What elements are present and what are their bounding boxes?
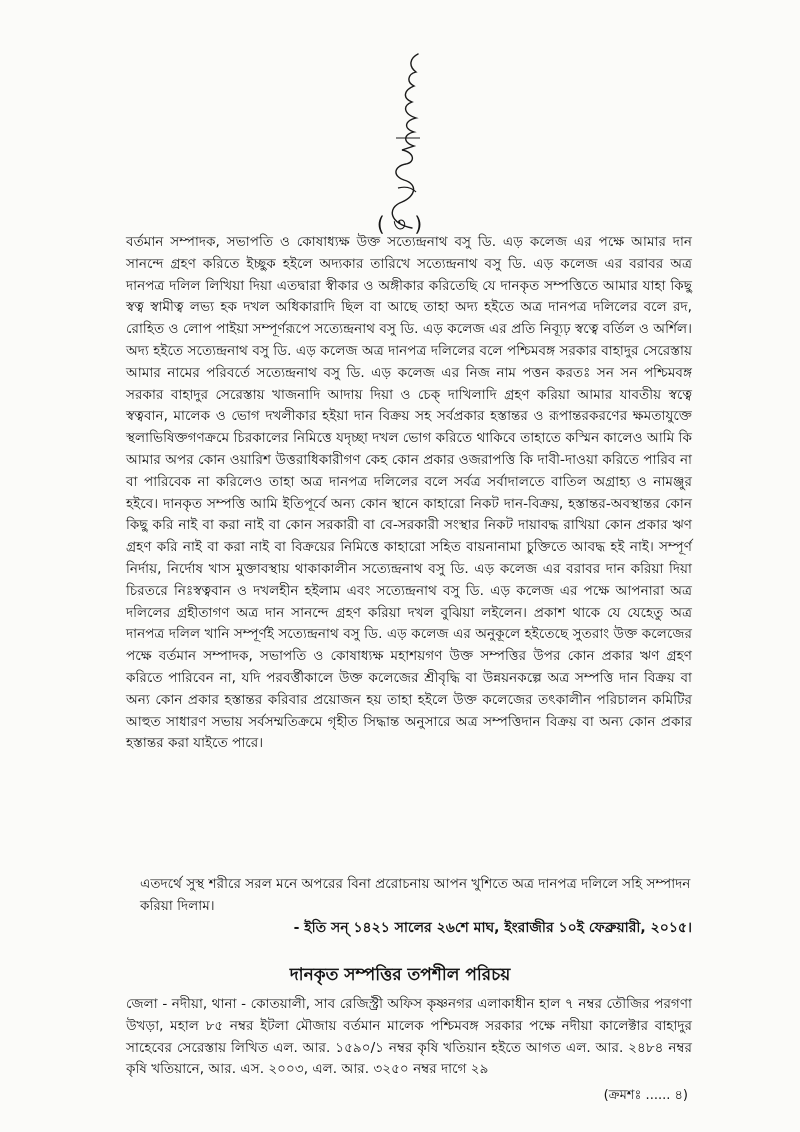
handwritten-signature bbox=[372, 38, 428, 238]
page-number: ( ৩ ) bbox=[376, 212, 424, 236]
deed-body bbox=[126, 232, 692, 755]
closing-statement: এতদর্থে সুস্থ শরীরে সরল মনে অপরের বিনা প্ররোচনায় আপন খুশিতে অত্র দানপত্র দলিলে সহি সম্পাদন করিয়া দিলাম। bbox=[140, 876, 691, 914]
deed-paragraph: বর্তমান সম্পাদক, সভাপতি ও কোষাধ্যক্ষ উক্ত সত্যেন্দ্রনাথ বসু ডি. এড় কলেজ এর পক্ষে আমার দান সানন্দে গ্রহণ করিতে ইচ্ছুক হইলে অদ্যকার তারিখে সত্যেন্দ্রনাথ বসু ডি. এড় কলেজ এর বরাবর অত্র দানপত্র দলিল লিখিয়া দিয়া এতদ্বারা স্বীকার ও অঙ্গীকার করিতেছি যে দানকৃত সম্পত্তিতে আমার যাহা কিছু স্বত্ব স্বামীত্ব লভ্য হক দখল অধিকারাদি ছিল বা আছে তাহা অদ্য হইতে অত্র দানপত্র দলিলের বলে রদ, রোহিত ও লোপ পাইয়া সম্পূর্ণরূপে সত্যেন্দ্রনাথ বসু ডি. এড় কলেজ এর প্রতি নিব্যূঢ় স্বত্বে বর্তিল ও অর্শিল। অদ্য হইতে সত্যেন্দ্রনাথ বসু ডি. এড় কলেজ অত্র দানপত্র দলিলের বলে পশ্চিমবঙ্গ সরকার বাহাদুর সেরেস্তায় আমার নামের পরিবর্তে সত্যেন্দ্রনাথ বসু ডি. এড় কলেজ এর নিজ নাম পত্তন করতঃ সন সন পশ্চিমবঙ্গ সরকার বাহাদুর সেরেস্তায় খাজনাদি আদায় দিয়া ও চেক্ দাখিলাদি গ্রহণ করিয়া আমার যাবতীয় স্বত্বে স্বত্ববান, মালেক ও ভোগ দখলীকার হইয়া দান বিক্রয় সহ সর্বপ্রকার হস্তান্তর ও রূপান্তরকরণের ক্ষমতাযুক্তে স্থলাভিষিক্তগণক্রমে চিরকালের নিমিত্তে যদৃচ্ছা দখল ভোগ করিতে থাকিবে তাহাতে কস্মিন কালেও আমি কি আমার অপর কোন ওয়ারিশ উত্তরাধিকারীগণ কেহ কোন প্রকার ওজরাপত্তি কি দাবী-দাওয়া করিতে পারিব না বা পারিবেক না করিলেও তাহা অত্র দানপত্র দলিলের বলে সর্বত্র সর্বাদালতে বাতিল অগ্রাহ্য ও নামঞ্জুর হইবে। দানকৃত সম্পত্তি আমি ইতিপূর্বে অন্য কোন স্থানে কাহারো নিকট দান-বিক্রয়, হস্তান্তর-অবস্থান্তর কোন কিছু করি নাই বা করা নাই বা কোন সরকারী বা বে-সরকারী সংস্থার নিকট দায়াবদ্ধ রাখিয়া কোন প্রকার ঋণ গ্রহণ করি নাই বা করা নাই বা বিক্রয়ের নিমিত্তে কাহারো সহিত বায়নানামা চুক্তিতে আবদ্ধ হই নাই। সম্পূর্ণ নির্দায়, নির্দোষ খাস মুক্তাবস্থায় থাকাকালীন সত্যেন্দ্রনাথ বসু ডি. এড় কলেজ এর বরাবর দান করিয়া দিয়া চিরতরে নিঃস্বত্ববান ও দখলহীন হইলাম এবং সত্যেন্দ্রনাথ বসু ডি. এড় কলেজ এর পক্ষে আপনারা অত্র দলিলের গ্রহীতাগণ অত্র দান সানন্দে গ্রহণ করিয়া দখল বুঝিয়া লইলেন। প্রকাশ থাকে যে যেহেতু অত্র দানপত্র দলিল খানি সম্পূর্ণই সত্যেন্দ্রনাথ বসু ডি. এড় কলেজ এর অনুকূলে হইতেছে সুতরাং উক্ত কলেজের পক্ষে বর্তমান সম্পাদক, সভাপতি ও কোষাধ্যক্ষ মহাশয়গণ উক্ত সম্পত্তির উপর কোন প্রকার ঋণ গ্রহণ করিতে পারিবেন না, যদি পরবর্ত্তীকালে উক্ত কলেজের শ্রীবৃদ্ধি বা উন্নয়নকল্পে অত্র সম্পত্তি দান বিক্রয় বা অন্য কোন প্রকার হস্তান্তর করিবার প্রয়োজন হয় তাহা হইলে উক্ত কলেজের তৎকালীন পরিচালন কমিটির আহুত সাধারণ সভায় সর্বসম্মতিক্রমে গৃহীত সিদ্ধান্ত অনুসারে অত্র সম্পত্তিদান বিক্রয় বা অন্য কোন প্রকার হস্তান্তর করা যাইতে পারে। bbox=[126, 234, 692, 752]
schedule-title: দানকৃত সম্পত্তির তপশীল পরিচয় bbox=[289, 965, 511, 985]
schedule-text: জেলা - নদীয়া, থানা - কোতয়ালী, সাব রেজিস্ট্রী অফিস কৃষ্ণনগর এলাকাধীন হাল ৭ নম্বর তৌজির পরগণা উখড়া, মহাল ৮৫ নম্বর ইটলা মৌজায় বর্তমান মালেক পশ্চিমবঙ্গ সরকার পক্ষে নদীয়া কালেক্টার বাহাদুর সাহেবের সেরেস্তায় লিখিত এল. আর. ১৫৯০/১ নম্বর কৃষি খতিয়ান হইতে আগত এল. আর. ২৪৮৪ নম্বর কৃষি খতিয়ানে, আর. এস. ২০০৩, এল. আর. ৩২৫০ নম্বর দাগে ২৯ bbox=[126, 996, 692, 1078]
continued-note: (ক্রমশঃ ...... ৪) bbox=[603, 1088, 688, 1103]
date-line: - ইতি সন্ ১৪২১ সালের ২৬শে মাঘ, ইংরাজীর ১০ই ফেব্রুয়ারী, ২০১৫। bbox=[293, 920, 692, 936]
